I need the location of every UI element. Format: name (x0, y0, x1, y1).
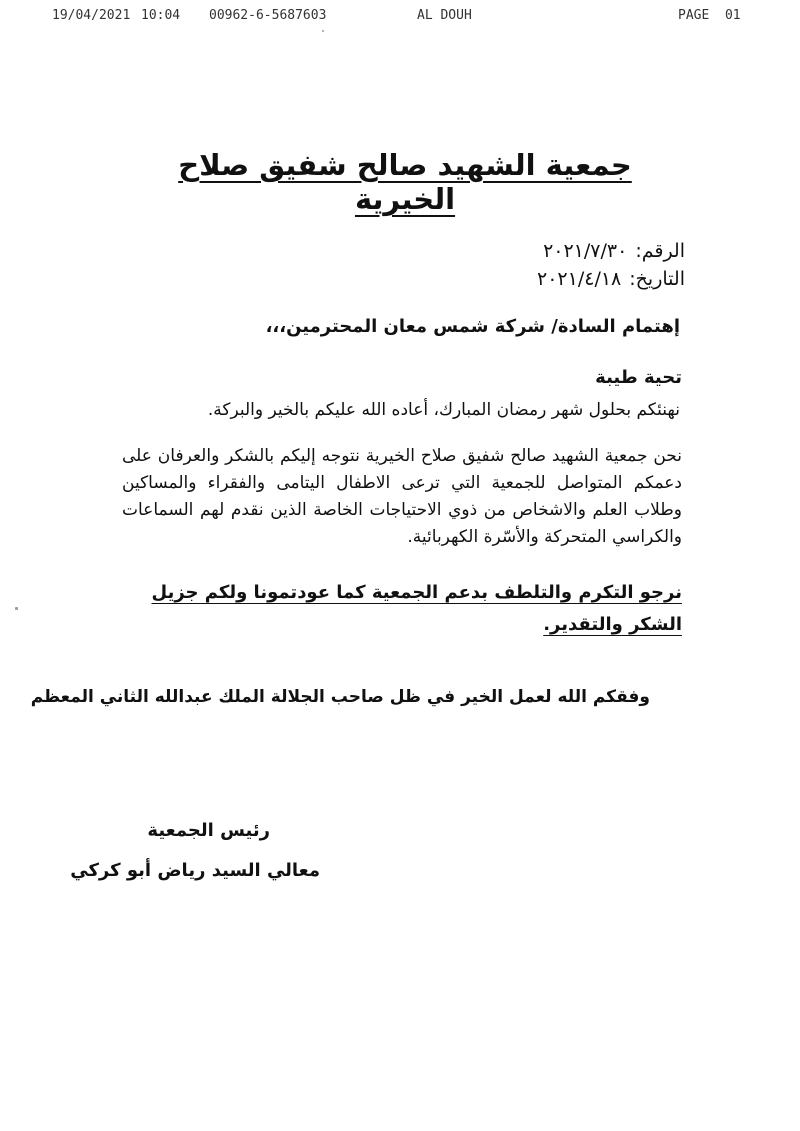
fax-header (0, 6, 800, 26)
scan-speck (322, 30, 324, 32)
reference-number (543, 240, 685, 262)
signatory-name: معالي السيد رياض أبو كركي (70, 860, 320, 881)
fax-time: 10:04 (141, 8, 181, 23)
reference-label: الرقم: (635, 240, 685, 262)
reference-value: ٢٠٢١/٧/٣٠ (543, 240, 628, 262)
signatory-title: رئيس الجمعية (147, 820, 270, 841)
fax-phone: 00962-6-5687603 (209, 8, 327, 23)
letter-date (537, 268, 685, 290)
fax-date: 19/04/2021 (52, 8, 131, 23)
intro-paragraph: نهنئكم بحلول شهر رمضان المبارك، أعاده الله عليكم بالخير والبركة. (207, 400, 680, 420)
letter-title: جمعية الشهيد صالح شفيق صلاح الخيرية (178, 148, 632, 216)
fax-page-number: PAGE 01 (678, 8, 741, 23)
greeting: تحية طيبة (595, 367, 682, 388)
date-value: ٢٠٢١/٤/١٨ (537, 268, 622, 290)
body-paragraph: نحن جمعية الشهيد صالح شفيق صلاح الخيرية نتوجه إليكم بالشكر والعرفان على دعمكم المتواصل للجمعية التي ترعى الاطفال اليتامى والفقراء والمساكين وطلاب العلم والاشخاص من ذوي الاحتياجات الخاصة الذين نقدم لهم السماعات والكراسي المتحركة والأسّرة الكهربائية. (122, 446, 682, 547)
closing-line: وفقكم الله لعمل الخير في ظل صاحب الجلالة الملك عبدالله الثاني المعظم (30, 687, 650, 707)
date-label: التاريخ: (629, 268, 685, 290)
request-paragraph: نرجو التكرم والتلطف بدعم الجمعية كما عودتمونا ولكم جزيل الشكر والتقدير. (151, 582, 682, 635)
addressee: إهتمام السادة/ شركة شمس معان المحترمين،،، (265, 316, 680, 337)
fax-sender: AL DOUH (417, 8, 472, 23)
scan-speck (15, 607, 18, 610)
